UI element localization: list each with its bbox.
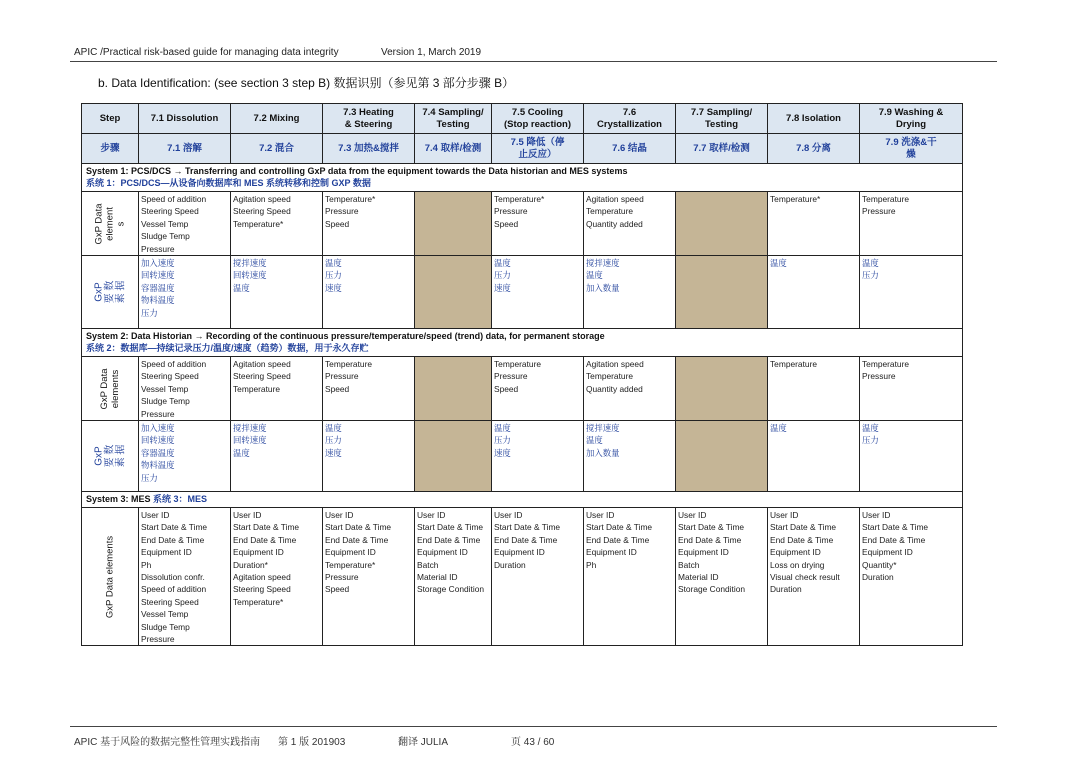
cell-line: Temperature* [770,194,821,204]
footer-edition: 第 1 版 201903 [278,737,346,748]
cell-line: Temperature* [233,596,284,607]
cell-line: Pressure [141,408,175,419]
cell-line: Duration [494,559,526,570]
cell-line: Steering Speed [141,371,199,382]
cell-line: Start Date & Time [678,522,745,533]
cell-line: Speed [494,383,519,394]
data-cell [231,421,323,492]
cell-line: Pressure [141,243,175,254]
cell-line: 压力 [141,472,158,483]
data-cell [768,357,860,421]
cell-line: Material ID [417,571,458,582]
cell-line: 搅拌速度 [586,258,620,268]
cell-line: User ID [141,510,170,520]
cell-line: 回转速度 [233,435,267,446]
cell-line: 速度 [494,282,511,293]
data-cell [584,357,676,421]
data-cell [139,256,231,329]
cell-line: Start Date & Time [494,522,561,533]
cell-line: Vessel Temp [141,609,189,620]
cell-line: End Date & Time [678,534,742,545]
data-cell [323,421,415,492]
data-cell [492,256,584,329]
cell-line: Temperature* [494,194,545,204]
system3-title-row [82,492,963,508]
cell-line: Steering Speed [141,206,199,217]
cell-line: Equipment ID [141,547,192,558]
step-header-cn: 7.5 降低（停 止反应） [492,134,584,164]
cell-line: User ID [325,510,354,520]
data-cell [139,421,231,492]
cell-line: User ID [233,510,262,520]
cell-line: Agitation speed [586,359,644,369]
step-label-cn: 步骤 [82,134,139,164]
cell-line: 压力 [494,435,511,446]
step-header: 7.4 Sampling/ Testing [415,104,492,134]
cell-line: Speed [325,218,350,229]
cell-line: Temperature [586,371,634,382]
data-cell [584,508,676,646]
cell-line: Speed of addition [141,584,207,595]
cell-line: 压力 [494,270,511,281]
cell-line: End Date & Time [325,534,389,545]
cell-line: Storage Condition [417,584,485,595]
cell-line: Pressure [862,371,896,382]
system2-title-row [82,329,963,357]
cell-line: Temperature [586,206,634,217]
cell-line: Storage Condition [678,584,746,595]
data-cell [415,508,492,646]
cell-line: 温度 [586,435,603,446]
cell-line: Material ID [678,571,719,582]
data-cell [768,421,860,492]
cell-line: Pressure [494,206,528,217]
cell-line: 速度 [325,282,342,293]
data-cell [323,192,415,256]
data-cell [139,357,231,421]
cell-line: Agitation speed [586,194,644,204]
section-title: b. Data Identification: (see section 3 step B) 数据识别（参见第 3 部分步骤 B） [98,76,515,90]
system1-en-row [82,192,963,256]
cell-line: Loss on drying [770,559,825,570]
cell-line: Speed [325,584,350,595]
cell-line: End Date & Time [862,534,926,545]
system3-row [82,508,963,646]
cell-line: 速度 [494,447,511,458]
shaded-cell [415,421,492,492]
data-cell [231,192,323,256]
data-cell [231,357,323,421]
system1-title-row [82,164,963,192]
step-header: 7.7 Sampling/ Testing [676,104,768,134]
cell-line: Equipment ID [678,547,729,558]
data-cell [323,256,415,329]
shaded-cell [415,357,492,421]
cell-line: Agitation speed [233,359,291,369]
cell-line: Vessel Temp [141,383,189,394]
cell-line: Start Date & Time [233,522,300,533]
cell-line: Agitation speed [233,194,291,204]
data-cell [584,256,676,329]
step-header: 7.2 Mixing [231,104,323,134]
cell-line: Agitation speed [233,571,291,582]
cell-line: Start Date & Time [141,522,208,533]
cell-line: 搅拌速度 [586,423,620,433]
cell-line: 加入数量 [586,282,620,293]
footer-left: APIC 基于风险的数据完整性管理实践指南 [74,737,261,748]
step-header: 7.3 Heating & Steering [323,104,415,134]
step-row-en [82,104,963,134]
cell-line: Speed of addition [141,194,207,204]
cell-line: Start Date & Time [325,522,392,533]
cell-line: 回转速度 [141,270,175,281]
shaded-cell [676,256,768,329]
data-cell [231,508,323,646]
cell-line: User ID [862,510,891,520]
cell-line: User ID [494,510,523,520]
cell-line: Sludge Temp [141,231,190,242]
data-cell [860,256,963,329]
step-header-cn: 7.7 取样/检测 [676,134,768,164]
shaded-cell [676,192,768,256]
cell-line: 温度 [586,270,603,281]
data-cell [323,508,415,646]
cell-line: Temperature* [233,218,284,229]
system2-title: System 2: Data Historian → Recording of the continuous pressure/temperature/speed (trend) data, for permanent storage 系统 2：数据库—持续记录压力/温度/速度（趋势）数据，用于永久存贮 [82,329,963,357]
system2-cn-label: GxP 要 数 素 据 [82,421,139,492]
data-cell [860,421,963,492]
cell-line: End Date & Time [141,534,205,545]
cell-line: Vessel Temp [141,218,189,229]
cell-line: End Date & Time [770,534,834,545]
cell-line: Duration [862,571,894,582]
data-cell [139,192,231,256]
system1-cn-label: GxP 要 数 素 据 [82,256,139,329]
shaded-cell [415,192,492,256]
system1-cn-row [82,256,963,329]
footer-translator: 翻译 JULIA [398,737,449,748]
cell-line: 温度 [862,423,879,433]
cell-line: Temperature [233,383,281,394]
cell-line: 温度 [770,258,787,268]
system2-en-row [82,357,963,421]
cell-line: Start Date & Time [770,522,837,533]
cell-line: Equipment ID [233,547,284,558]
step-header-cn: 7.2 混合 [231,134,323,164]
system3-label: GxP Data elements [82,508,139,646]
cell-line: Pressure [325,571,359,582]
cell-line: 速度 [325,447,342,458]
system1-en-label: GxP Data element s [82,192,139,256]
cell-line: Equipment ID [325,547,376,558]
cell-line: 加入速度 [141,423,175,433]
cell-line: End Date & Time [494,534,558,545]
cell-line: 搅拌速度 [233,423,267,433]
cell-line: 温度 [494,258,511,268]
cell-line: Equipment ID [586,547,637,558]
cell-line: Visual check result [770,571,840,582]
step-header-cn: 7.4 取样/检测 [415,134,492,164]
cell-line: End Date & Time [233,534,297,545]
cell-line: 回转速度 [233,270,267,281]
cell-line: Temperature [494,359,542,369]
cell-line: Quantity added [586,383,643,394]
cell-line: Dissolution confr. [141,571,205,582]
step-label: Step [82,104,139,134]
header-version: Version 1, March 2019 [381,47,482,58]
cell-line: 加入数量 [586,447,620,458]
data-cell [860,357,963,421]
cell-line: Sludge Temp [141,396,190,407]
cell-line: 温度 [494,423,511,433]
cell-line: 温度 [325,423,342,433]
header-rule [70,61,997,62]
shaded-cell [676,357,768,421]
cell-line: 温度 [325,258,342,268]
cell-line: Batch [678,559,700,570]
cell-line: Steering Speed [233,584,291,595]
cell-line: 搅拌速度 [233,258,267,268]
cell-line: Temperature [862,194,910,204]
cell-line: 压力 [325,270,342,281]
data-cell [323,357,415,421]
step-header-cn: 7.8 分离 [768,134,860,164]
data-cell [139,508,231,646]
cell-line: Equipment ID [494,547,545,558]
cell-line: Speed [494,218,519,229]
shaded-cell [676,421,768,492]
step-header-cn: 7.1 溶解 [139,134,231,164]
cell-line: 温度 [862,258,879,268]
cell-line: Pressure [141,633,175,644]
cell-line: User ID [417,510,446,520]
data-cell [492,421,584,492]
step-header-cn: 7.3 加热&搅拌 [323,134,415,164]
cell-line: Equipment ID [417,547,468,558]
cell-line: 温度 [770,423,787,433]
cell-line: 物料温度 [141,295,175,306]
cell-line: 容器温度 [141,447,175,458]
cell-line: Pressure [494,371,528,382]
cell-line: Quantity* [862,559,897,570]
data-cell [492,357,584,421]
cell-line: Speed [325,383,350,394]
cell-line: 温度 [233,282,250,293]
cell-line: Batch [417,559,439,570]
cell-line: Temperature* [325,559,376,570]
data-cell [492,192,584,256]
system1-title: System 1: PCS/DCS → Transferring and controlling GxP data from the equipment towards the Data historian and MES systems 系统 1：PCS/DCS—从设备向数据库和 MES 系统转移和控制 GXP 数据 [82,164,963,192]
data-cell [676,508,768,646]
data-cell [860,508,963,646]
cell-line: Sludge Temp [141,621,190,632]
system2-cn-row [82,421,963,492]
cell-line: Ph [586,559,597,570]
footer-page: 页 43 / 60 [511,737,555,748]
cell-line: Start Date & Time [417,522,484,533]
cell-line: Duration [770,584,802,595]
footer-rule [70,726,997,727]
data-cell [860,192,963,256]
cell-line: Duration* [233,559,268,570]
cell-line: 压力 [862,435,879,446]
cell-line: Start Date & Time [862,522,929,533]
cell-line: End Date & Time [417,534,481,545]
cell-line: 物料温度 [141,460,175,471]
cell-line: 压力 [325,435,342,446]
cell-line: Ph [141,559,152,570]
step-header-cn: 7.9 洗涤&干 燥 [860,134,963,164]
cell-line: Steering Speed [233,206,291,217]
step-header: 7.8 Isolation [768,104,860,134]
data-cell [231,256,323,329]
cell-line: 容器温度 [141,282,175,293]
cell-line: Equipment ID [862,547,913,558]
system2-en-label: GxP Data elements [82,357,139,421]
step-header: 7.5 Cooling (Stop reaction) [492,104,584,134]
step-header: 7.1 Dissolution [139,104,231,134]
system3-title: System 3: MES 系统 3：MES [82,492,963,508]
cell-line: Temperature [325,359,373,369]
step-header: 7.9 Washing & Drying [860,104,963,134]
cell-line: 压力 [862,270,879,281]
shaded-cell [415,256,492,329]
cell-line: Temperature [862,359,910,369]
cell-line: End Date & Time [586,534,650,545]
data-cell [768,508,860,646]
cell-line: 压力 [141,307,158,318]
cell-line: Temperature* [325,194,376,204]
cell-line: 回转速度 [141,435,175,446]
header-title: APIC /Practical risk-based guide for managing data integrity [74,47,339,58]
cell-line: Quantity added [586,218,643,229]
cell-line: 加入速度 [141,258,175,268]
cell-line: Pressure [325,371,359,382]
cell-line: User ID [770,510,799,520]
cell-line: Equipment ID [770,547,821,558]
step-header: 7.6 Crystallization [584,104,676,134]
data-cell [768,256,860,329]
cell-line: Pressure [862,206,896,217]
cell-line: Temperature [770,359,818,369]
cell-line: 温度 [233,447,250,458]
cell-line: User ID [586,510,615,520]
data-cell [768,192,860,256]
cell-line: Start Date & Time [586,522,653,533]
page-header [74,47,482,58]
cell-line: Steering Speed [233,371,291,382]
data-cell [584,192,676,256]
cell-line: Speed of addition [141,359,207,369]
step-header-cn: 7.6 结晶 [584,134,676,164]
cell-line: Steering Speed [141,596,199,607]
data-cell [492,508,584,646]
cell-line: Pressure [325,206,359,217]
cell-line: User ID [678,510,707,520]
data-cell [584,421,676,492]
data-identification-table [81,103,963,646]
step-row-cn [82,134,963,164]
